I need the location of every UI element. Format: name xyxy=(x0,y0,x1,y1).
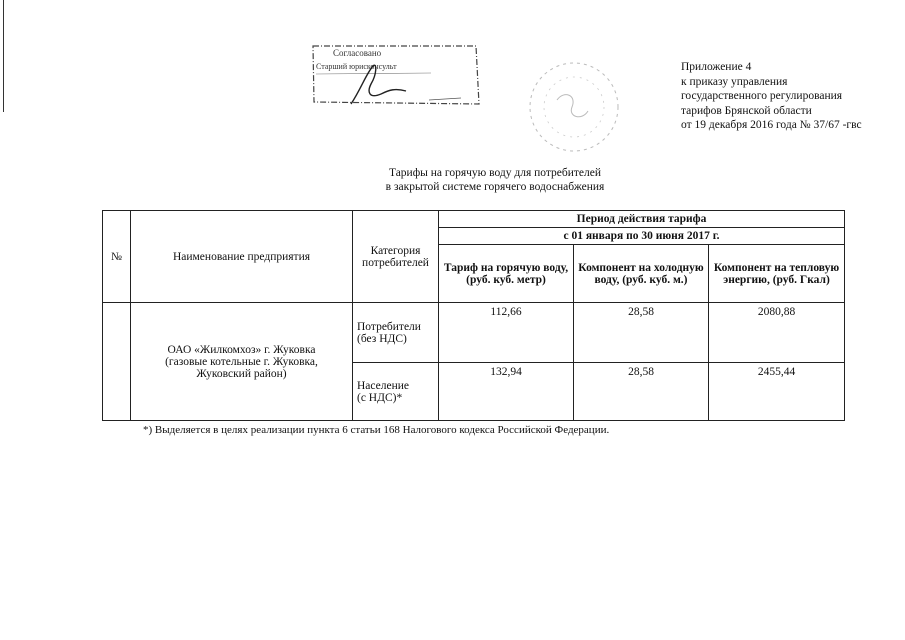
appendix-header xyxy=(681,60,862,133)
round-seal xyxy=(522,55,627,160)
header-number: № xyxy=(103,211,131,303)
appendix-line-3: государственного регулирования xyxy=(681,90,843,102)
heat-component-value: 2080,88 xyxy=(709,303,845,363)
appendix-line-4: тарифов Брянской области xyxy=(681,104,812,117)
header-period: Период действия тарифа xyxy=(439,211,845,228)
cold-component-value: 28,58 xyxy=(574,303,709,363)
appendix-line-2: к приказу управления xyxy=(681,75,788,88)
row-number xyxy=(103,303,131,421)
cold-component-value: 28,58 xyxy=(574,363,709,421)
header-heat-component: Компонент на тепловую энергию, (руб. Гкал) xyxy=(709,245,845,303)
appendix-line-5: от 19 декабря 2016 года № 37/67 -гвс xyxy=(681,119,862,131)
company-name: ОАО «Жилкомхоз» г. Жуковка (газовые котельные г. Жуковка, Жуковский район) xyxy=(131,303,353,421)
title-line-2: в закрытой системе горячего водоснабжения xyxy=(385,181,605,193)
stamp-line-1: Согласовано xyxy=(333,48,382,58)
header-tariff: Тариф на горячую воду, (руб. куб. метр) xyxy=(439,245,574,303)
header-company: Наименование предприятия xyxy=(131,211,353,303)
tariff-value: 112,66 xyxy=(439,303,574,363)
header-category: Категория потребителей xyxy=(353,211,439,303)
signature xyxy=(351,65,406,104)
table-row xyxy=(103,303,845,363)
heat-component-value: 2455,44 xyxy=(709,363,845,421)
page-edge-line xyxy=(3,0,4,112)
footnote: *) Выделяется в целях реализации пункта 6 статьи 168 Налогового кодекса Российской Федерации. xyxy=(143,424,610,436)
header-cold-component: Компонент на холодную воду, (руб. куб. м.) xyxy=(574,245,709,303)
approval-stamp xyxy=(311,44,481,107)
tariff-value: 132,94 xyxy=(439,363,574,421)
tariff-table xyxy=(102,210,845,421)
appendix-line-1: Приложение 4 xyxy=(681,61,752,73)
stamp-line-2: Старший юрисконсульт xyxy=(316,62,397,71)
title-line-1: Тарифы на горячую воду для потребителей xyxy=(388,167,602,179)
header-period-dates: с 01 января по 30 июня 2017 г. xyxy=(439,228,845,245)
category-cell: Потребители (без НДС) xyxy=(353,303,439,363)
category-cell: Население (с НДС)* xyxy=(353,363,439,421)
document-title xyxy=(330,166,660,194)
